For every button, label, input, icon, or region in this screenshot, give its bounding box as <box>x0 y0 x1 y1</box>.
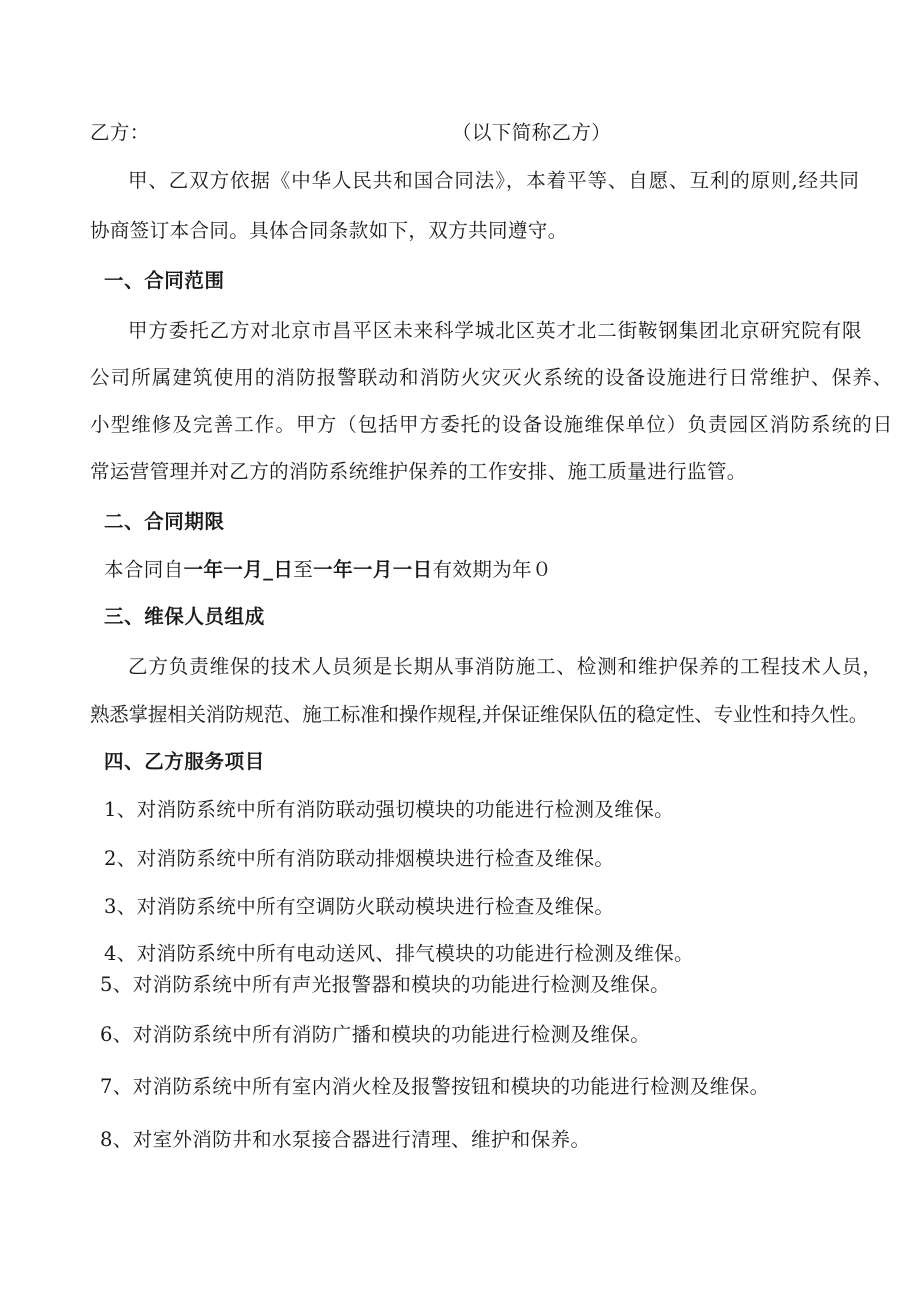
section-2-heading: 二、合同期限 <box>104 510 225 533</box>
section-3-heading: 三、维保人员组成 <box>104 605 265 628</box>
section-1-line-2: 公司所属建筑使用的消防报警联动和消防火灾灭火系统的设备设施进行日常维护、保养、 <box>90 366 894 389</box>
term-text-to: 至 <box>293 558 314 581</box>
term-text-prefix: 本合同自 <box>104 558 184 581</box>
intro-line-1: 甲、乙双方依据《中华人民共和国合同法》，本着平等、自愿、互利的原则,经共同 <box>128 169 860 192</box>
service-item: 2、对消防系统中所有消防联动排烟模块进行检查及维保。 <box>104 847 615 870</box>
intro-line-2: 协商签订本合同。具体合同条款如下，双方共同遵守。 <box>90 219 568 242</box>
service-item: 8、对室外消防井和水泵接合器进行清理、维护和保养。 <box>100 1128 591 1151</box>
service-item: 4、对消防系统中所有电动送风、排气模块的功能进行检测及维保。 <box>104 942 694 965</box>
section-3-line-1: 乙方负责维保的技术人员须是长期从事消防施工、检测和维护保养的工程技术人员， <box>128 655 883 678</box>
section-1-line-1: 甲方委托乙方对北京市昌平区未来科学城北区英才北二街鞍钢集团北京研究院有限 <box>128 319 863 342</box>
party-b-label: 乙方： <box>90 121 150 144</box>
term-text-suffix: 有效期为年０ <box>432 558 552 581</box>
section-1-line-4: 常运营管理并对乙方的消防系统维护保养的工作安排、施工质量进行监管。 <box>90 460 747 483</box>
section-3-line-2: 熟悉掌握相关消防规范、施工标准和操作规程,并保证维保队伍的稳定性、专业性和持久性。 <box>90 703 868 726</box>
section-1-line-3: 小型维修及完善工作。甲方（包括甲方委托的设备设施维保单位）负责园区消防系统的日 <box>90 413 894 436</box>
section-1-heading: 一、合同范围 <box>104 269 225 292</box>
service-item: 5、对消防系统中所有声光报警器和模块的功能进行检测及维保。 <box>100 973 671 996</box>
service-item: 1、对消防系统中所有消防联动强切模块的功能进行检测及维保。 <box>104 798 675 821</box>
section-4-heading: 四、乙方服务项目 <box>104 750 265 773</box>
term-end-date: 一年一月一日 <box>313 558 433 581</box>
service-item: 7、对消防系统中所有室内消火栓及报警按钮和模块的功能进行检测及维保。 <box>100 1075 770 1098</box>
term-start-date: 一年一月_日 <box>183 558 294 581</box>
service-item: 3、对消防系统中所有空调防火联动模块进行检查及维保。 <box>104 895 615 918</box>
service-item: 6、对消防系统中所有消防广播和模块的功能进行检测及维保。 <box>100 1023 651 1046</box>
section-2-text <box>104 557 552 583</box>
party-b-abbrev: （以下简称乙方） <box>452 121 612 144</box>
